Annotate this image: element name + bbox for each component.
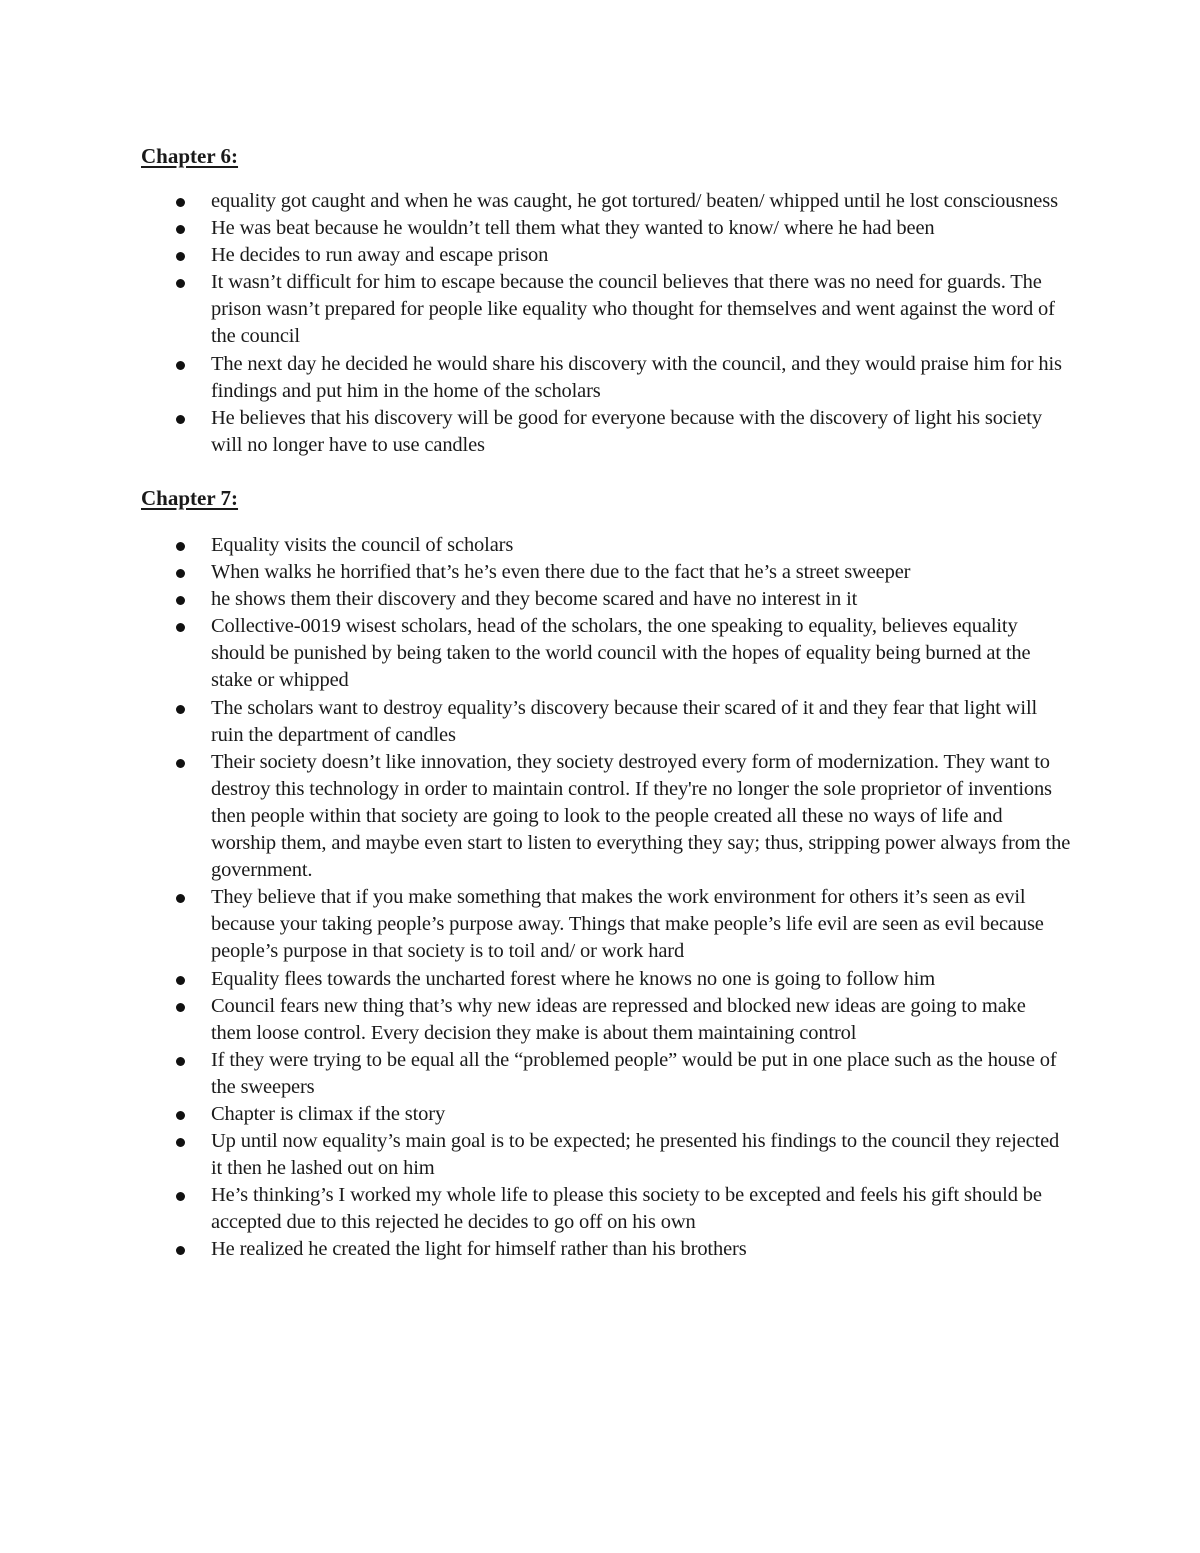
list-item	[141, 532, 1071, 559]
bullet-icon	[176, 1192, 185, 1201]
list-item-text: Council fears new thing that’s why new ideas are repressed and blocked new ideas are going to make them loose control. Every decision they make is about them maintaining control	[211, 994, 1026, 1044]
list-item	[141, 188, 1071, 215]
list-item-text: He’s thinking’s I worked my whole life to please this society to be excepted and feels his gift should be accepted due to this rejected he decides to go off on his own	[211, 1184, 1042, 1234]
bullet-icon	[176, 596, 185, 605]
list-item-text: Chapter is climax if the story	[211, 1102, 446, 1125]
chapter-6-heading: Chapter 6:	[141, 144, 239, 168]
bullet-icon	[176, 542, 185, 551]
bullet-icon	[176, 623, 185, 632]
list-item	[141, 613, 1071, 694]
list-item-text: He realized he created the light for himself rather than his brothers	[211, 1238, 747, 1261]
chapter-6-section	[141, 142, 1071, 459]
list-item	[141, 1128, 1071, 1182]
bullet-icon	[176, 279, 185, 288]
bullet-icon	[176, 894, 185, 903]
bullet-icon	[176, 1138, 185, 1147]
bullet-icon	[176, 198, 185, 207]
bullet-icon	[176, 1057, 185, 1066]
list-item-text: He was beat because he wouldn’t tell them what they wanted to know/ where he had been	[211, 217, 935, 240]
list-item	[141, 586, 1071, 613]
list-item	[141, 215, 1071, 242]
bullet-icon	[176, 225, 185, 234]
list-item	[141, 1047, 1071, 1101]
list-item-text: he shows them their discovery and they become scared and have no interest in it	[211, 588, 858, 611]
list-item-text: Collective-0019 wisest scholars, head of the scholars, the one speaking to equality, believes equality should be punished by being taken to the world council with the hopes of equality being burned at the stake or whipped	[211, 615, 1031, 692]
bullet-icon	[176, 1003, 185, 1012]
list-item-text: When walks he horrified that’s he’s even there due to the fact that he’s a street sweeper	[211, 561, 911, 584]
list-item-text: equality got caught and when he was caught, he got tortured/ beaten/ whipped until he lost consciousness	[211, 190, 1058, 212]
bullet-icon	[176, 361, 185, 370]
bullet-icon	[176, 976, 185, 985]
bullet-icon	[176, 252, 185, 261]
list-item	[141, 559, 1071, 586]
list-item	[141, 242, 1071, 269]
chapter-7-heading: Chapter 7:	[141, 486, 239, 510]
list-item	[141, 1182, 1071, 1236]
chapter-7-bullet-list	[141, 532, 1071, 1264]
list-item-text: The next day he decided he would share his discovery with the council, and they would praise him for his findings and put him in the home of the scholars	[211, 352, 1062, 402]
list-item-text: It wasn’t difficult for him to escape because the council believes that there was no need for guards. The prison wasn’t prepared for people like equality who thought for themselves and went against the word of the council	[211, 271, 1055, 348]
list-item	[141, 749, 1071, 884]
chapter-6-bullet-list	[141, 188, 1071, 459]
bullet-icon	[176, 1246, 185, 1255]
list-item-text: He decides to run away and escape prison	[211, 244, 549, 267]
list-item-text: The scholars want to destroy equality’s discovery because their scared of it and they fear that light will ruin the department of candles	[211, 696, 1038, 746]
list-item	[141, 695, 1071, 749]
list-item-text: Up until now equality’s main goal is to be expected; he presented his findings to the council they rejected it then he lashed out on him	[211, 1130, 1060, 1180]
bullet-icon	[176, 569, 185, 578]
list-item	[141, 1236, 1071, 1263]
list-item	[141, 993, 1071, 1047]
bullet-icon	[176, 705, 185, 714]
chapter-7-section	[141, 484, 1071, 1264]
list-item	[141, 884, 1071, 965]
list-item-text: Equality flees towards the uncharted forest where he knows no one is going to follow him	[211, 967, 936, 990]
list-item-text: If they were trying to be equal all the “problemed people” would be put in one place such as the house of the sweepers	[211, 1048, 1057, 1098]
bullet-icon	[176, 1111, 185, 1120]
bullet-icon	[176, 759, 185, 768]
list-item-text: They believe that if you make something that makes the work environment for others it’s seen as evil because your taking people’s purpose away. Things that make people’s life evil are seen as evil because people’s purpose in that society is to toil and/ or work hard	[211, 886, 1044, 963]
list-item	[141, 966, 1071, 993]
list-item	[141, 269, 1071, 350]
list-item	[141, 1101, 1071, 1128]
list-item-text: Equality visits the council of scholars	[211, 534, 514, 556]
list-item-text: Their society doesn’t like innovation, they society destroyed every form of modernization. They want to destroy this technology in order to maintain control. If they're no longer the sole proprietor of inventions then people within that society are going to look to the people created all these no ways of life and worship them, and maybe even start to listen to everything they say; thus, stripping power always from the government.	[211, 750, 1071, 882]
bullet-icon	[176, 415, 185, 424]
list-item	[141, 405, 1071, 459]
list-item-text: He believes that his discovery will be good for everyone because with the discovery of light his society will no longer have to use candles	[211, 406, 1042, 456]
list-item	[141, 351, 1071, 405]
